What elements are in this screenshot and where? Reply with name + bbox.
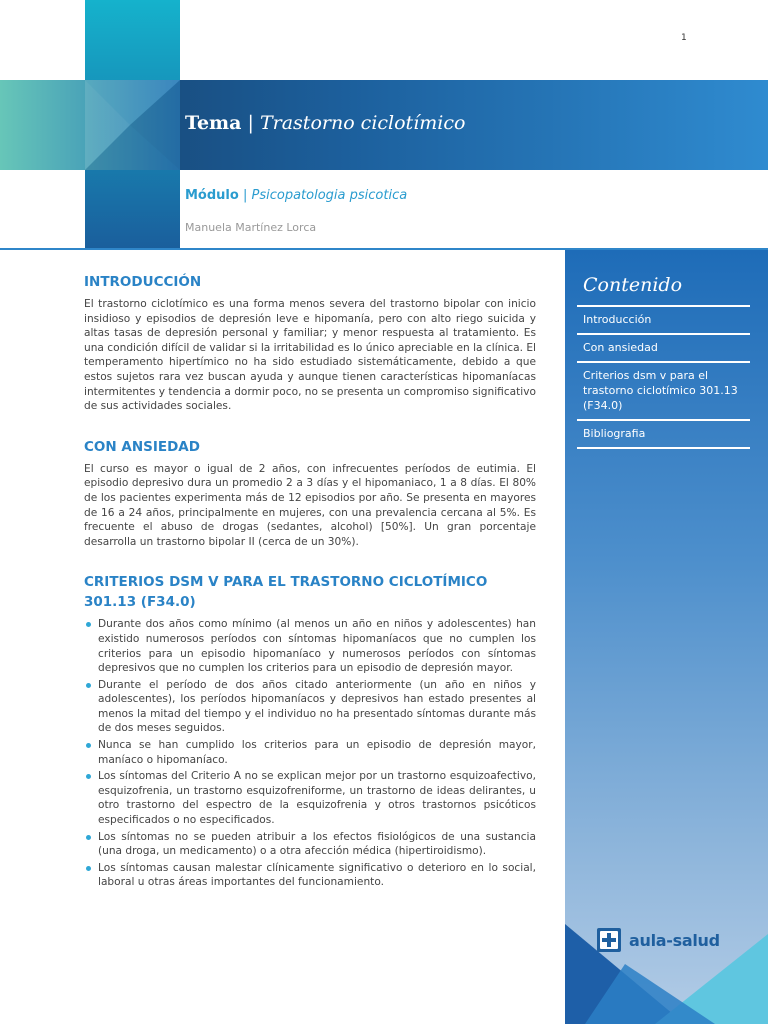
- module-separator: |: [242, 188, 248, 203]
- list-item: [84, 769, 536, 827]
- section-introduccion: [84, 272, 536, 414]
- list-item: [84, 617, 536, 675]
- list-item: [84, 738, 536, 767]
- bullet-dot-icon: [86, 622, 91, 627]
- toc-item-bibliografia[interactable]: Bibliografia: [577, 421, 750, 449]
- section-con-ansiedad: [84, 437, 536, 550]
- logo-text: aula-salud: [629, 930, 720, 950]
- bullet-dot-icon: [86, 774, 91, 779]
- bullet-dot-icon: [86, 683, 91, 688]
- section-criterios: [84, 572, 536, 890]
- toc-item-criterios[interactable]: Criterios dsm v para el trastorno ciclotímico 301.13 (F34.0): [577, 363, 750, 421]
- bullet-dot-icon: [86, 866, 91, 871]
- title-separator: |: [247, 112, 254, 134]
- table-of-contents: [577, 305, 750, 449]
- list-item-text: Los síntomas del Criterio A no se explican mejor por un trastorno esquizoafectivo, esquizofrenia, un trastorno esquizofreniforme, un trastorno de ideas delirantes, u otro trastorno del espectro de la esquizofrenia y otros trastornos psicóticos especificados o no especificados.: [98, 770, 536, 827]
- contents-sidebar: [565, 250, 768, 1024]
- list-item-text: Nunca se han cumplido los criterios para un episodio de depresión mayor, maníaco o hipomaníaco.: [98, 739, 536, 766]
- tema-label: Tema: [185, 112, 242, 134]
- section-paragraph: El curso es mayor o igual de 2 años, con infrecuentes períodos de eutimia. El episodio depresivo dura un promedio 2 a 3 días y el hipomaniaco, 1 a 8 días. El 80% de los pacientes experimenta más de 12 episodios por año. Se presenta en mayores de 16 a 24 años, principalmente en mujeres, con una prevalencia cercana al 5%. Es frecuente el abuso de drogas (sedantes, alcohol) [50%]. Un gran porcentaje desarrolla un trastorno bipolar II (cerca de un 30%).: [84, 462, 536, 548]
- list-item: [84, 830, 536, 859]
- bullet-dot-icon: [86, 743, 91, 748]
- section-heading: CRITERIOS DSM V PARA EL TRASTORNO CICLOTÍMICO 301.13 (F34.0): [84, 574, 488, 611]
- footer-decoration: [565, 924, 768, 1024]
- list-item-text: Los síntomas causan malestar clínicamente significativo o deterioro en lo social, laboral u otras áreas importantes del funcionamiento.: [98, 861, 536, 889]
- bullet-dot-icon: [86, 835, 91, 840]
- page-number: 1: [681, 33, 687, 43]
- list-item: [84, 861, 536, 890]
- main-content: [84, 272, 536, 913]
- toc-item-con-ansiedad[interactable]: Con ansiedad: [577, 335, 750, 363]
- list-item-text: Durante dos años como mínimo (al menos un año en niños y adolescentes) han existido numerosos períodos con síntomas hipomaníacos que no cumplen los criterios para un episodio hipomaníaco y numerosos períodos con síntomas depresivos que no cumplen los criterios para un episodio de depresión mayor.: [98, 618, 536, 675]
- list-item: [84, 678, 536, 736]
- section-paragraph: El trastorno ciclotímico es una forma menos severa del trastorno bipolar con inicio insidioso y episodios de depresión leve e hipomanía, pero con alto riego suicida y altas tasas de depresión personal y familiar; y menor respuesta al tratamiento. Es una condición difícil de validar si la irritabilidad es lo único apreciable en la clínica. El temperamento hipertímico no ha sido estudiado sistemáticamente, debido a que estos sujetos rara vez buscan ayuda y aunque tienen características hipomaníacas intermitentes y tendencia a dormir poco, no se presenta un compromiso significativo de sus actividades sociales.: [84, 298, 536, 413]
- header-cross-graphic: [0, 0, 180, 250]
- list-item-text: Los síntomas no se pueden atribuir a los efectos fisiológicos de una sustancia (una droga, un medicamento) o a otra afección médica (hipertiroidismo).: [98, 830, 536, 858]
- sidebar-title: Contenido: [583, 274, 683, 296]
- list-item-text: Durante el período de dos años citado anteriormente (un año en niños y adolescentes), los períodos hipomaníacos y depresivos han estado presentes al menos la mitad del tiempo y el individuo no ha presentado síntomas durante más de dos meses seguidos.: [98, 678, 536, 735]
- criteria-list: [84, 617, 536, 890]
- section-heading: CON ANSIEDAD: [84, 438, 200, 455]
- tema-title: Trastorno ciclotímico: [259, 112, 466, 134]
- module-line: [185, 188, 407, 203]
- toc-item-introduccion[interactable]: Introducción: [577, 307, 750, 335]
- section-heading: INTRODUCCIÓN: [84, 274, 202, 290]
- modulo-title: Psicopatologia psicotica: [251, 188, 408, 203]
- page-title: [185, 112, 465, 134]
- author-name: Manuela Martínez Lorca: [185, 221, 317, 234]
- modulo-label: Módulo: [185, 188, 239, 203]
